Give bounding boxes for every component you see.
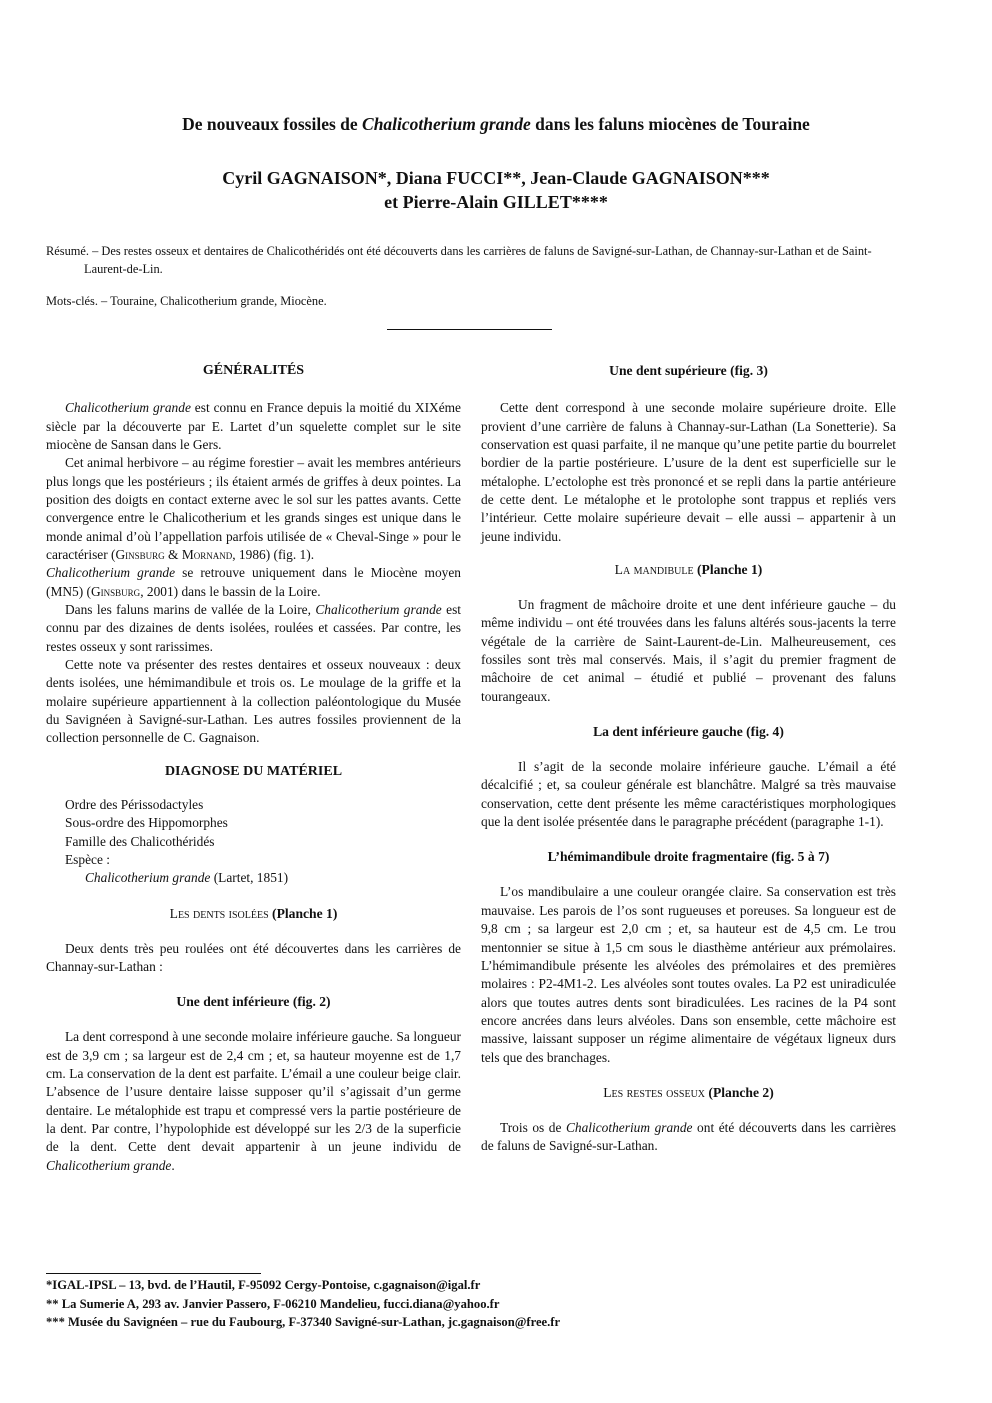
left-column <box>46 361 461 1175</box>
footnote-2: ** La Sumerie A, 293 av. Janvier Passero, F-06210 Mandelieu, fucci.diana@yahoo.fr <box>46 1296 500 1311</box>
paragraph: Deux dents très peu roulées ont été découvertes dans les carrières de Channay-sur-Lathan : <box>46 940 461 974</box>
paragraph: Un fragment de mâchoire droite et une dent inférieure gauche – du même individu – ont été trouvées dans les faluns altérés sous-jacents la terre végétale de la carrière de Saint-Laurent-de-Lin. Malheureusement, ces fossiles sont très mal conservés. Mais, il s’agit du premier fragment de mâchoire de cet animal – étudié et publié – provenant des faluns tourangeaux. <box>481 597 896 704</box>
paper-title: De nouveaux fossiles de Chalicotherium grande dans les faluns miocènes de Touraine <box>182 114 810 134</box>
heading-mandibule: La mandibule (Planche 1) <box>614 562 763 578</box>
paragraph: Chalicotherium grande se retrouve uniquement dans le Miocène moyen (MN5) (Ginsburg, 2001) dans le bassin de la Loire. <box>46 565 462 599</box>
taxonomy-order: Ordre des Périssodactyles <box>65 796 204 812</box>
heading-dent-inferieure: Une dent inférieure (fig. 2) <box>176 994 331 1010</box>
paragraph: Chalicotherium grande est connu en France depuis la moitié du XIXéme siècle par la découverte par E. Lartet d’un squelette complet sur le site miocène de Sansan dans le Gers. <box>46 400 462 452</box>
authors-line-1: Cyril GAGNAISON*, Diana FUCCI**, Jean-Claude GAGNAISON*** <box>222 168 770 188</box>
paragraph: Dans les faluns marins de vallée de la Loire, Chalicotherium grande est connu par des dizaines de dents isolées, roulées et cassées. Par contre, les restes osseux y sont rarissimes. <box>46 602 461 654</box>
keywords: Mots-clés. – Touraine, Chalicotherium grande, Miocène. <box>46 294 327 308</box>
authors-line-2: et Pierre-Alain GILLET**** <box>384 192 608 212</box>
taxonomy-family: Famille des Chalicothéridés <box>65 833 215 849</box>
paragraph: Trois os de Chalicotherium grande ont été découverts dans les carrières de faluns de Savigné-sur-Lathan. <box>481 1119 896 1154</box>
footnote-1: *IGAL-IPSL – 13, bvd. de l’Hautil, F-95092 Cergy-Pontoise, c.gagnaison@igal.fr <box>46 1278 481 1292</box>
footnote-3: *** Musée du Savignéen – rue du Faubourg, F-37340 Savigné-sur-Lathan, jc.gagnaison@free.fr <box>46 1315 561 1330</box>
footnote-rule <box>46 1273 261 1274</box>
heading-generalites: GÉNÉRALITÉS <box>202 363 305 378</box>
authors <box>0 166 992 214</box>
paragraph: L’os mandibulaire a une couleur orangée claire. Sa conservation est très mauvaise. Les parois de l’os sont rugueuses et poreuses. Sa longueur est de 9,8 cm ; sa largeur est 2,0 cm ; et, sa hauteur est de 4,5 cm. Le trou mentonnier se situe à 1,5 cm sous le diasthème antérieur aux prémolaires. L’hémimandibule présente les alvéoles des prémolaires et des premières molaires : P2-4M1-2. Les alvéoles sont toutes ovales. La P2 est uniradiculée alors que toutes autres dents sont biradiculées. Les racines de la P4 sont encore ancrées dans leurs alvéoles. Dans son ensemble, cette mâchoire est massive, laissant supposer un régime alimentaire de végétaux ligneux durs tels que des branchages. <box>481 884 896 1065</box>
abstract: Résumé. – Des restes osseux et dentaires de Chalicothéridés ont été découverts dans les carrières de faluns de Savigné-sur-Lathan, de Channay-sur-Lathan et de Saint-Laurent-de-Lin. <box>46 244 872 276</box>
paragraph: Cette dent correspond à une seconde molaire supérieure droite. Elle provient d’une carrière de faluns à Channay-sur-Lathan (La Sonetterie). Sa conservation est quasi parfaite, il ne manque qu’une petite partie du bourrelet bordier de la partie postérieure. L’usure de la dent est superficielle sur le métalophe. L’ectolophe est très prononcé et se repli dans la partie antérieure de cette dent. Le métalophe et le protolophe sont trappus et repliés vers l’intérieur. Cette molaire supérieure devait – elle aussi – appartenir à un jeune individu. <box>481 400 896 544</box>
right-column <box>481 361 896 1156</box>
heading-diagnose: DIAGNOSE DU MATÉRIEL <box>164 763 343 779</box>
heading-restes-osseux: Les restes osseux (Planche 2) <box>603 1084 774 1100</box>
taxonomy-suborder: Sous-ordre des Hippomorphes <box>65 815 228 831</box>
paragraph: Cet animal herbivore – au régime forestier – avait les membres antérieurs plus longs que les postérieurs ; ils étaient armés de griffes à deux pointes. La position des doigts en contact externe avec le sol sur les pattes avants. Cette convergence entre le Chalicotherium et les grands singes est unique dans le monde animal d’où l’appellation parfois utilisée de « Cheval-Singe » pour le caractériser (Ginsburg & Mornand, 1986) (fig. 1). <box>46 455 461 563</box>
paragraph: La dent correspond à une seconde molaire inférieure gauche. Sa longueur est de 3,9 cm ; sa largeur est de 2,4 cm ; et, sa hauteur moyenne est de 1,7 cm. La conservation de la dent est parfaite. L’émail a une couleur beige clair. L’absence de l’usure dentaire laisse supposer qu’il s’agissait d’un germe dentaire. Le métalophide est trapu et compressé vers la partie postérieure de la dent. Par contre, l’hypolophide est développé sur les 2/3 de la superficie de la dent. Cette dent devait appartenir à un jeune individu de Chalicotherium grande. <box>46 1029 461 1173</box>
paragraph: Il s’agit de la seconde molaire inférieure gauche. L’émail a été décalcifié ; et, sa couleur générale est blanchâtre. Malgré sa très mauvaise conservation, cette dent présente les même caractéristiques morphologiques que la dent isolée présentée dans le paragraphe précédent (paragraphe 1-1). <box>481 759 896 830</box>
taxonomy-species: Chalicotherium grande (Lartet, 1851) <box>85 870 289 886</box>
heading-dent-inferieure-gauche: La dent inférieure gauche (fig. 4) <box>593 724 784 740</box>
taxonomy-species-label: Espèce : <box>65 851 110 867</box>
footnotes <box>46 1276 946 1332</box>
paragraph: Cette note va présenter des restes dentaires et osseux nouveaux : deux dents isolées, une hémimandibule et trois os. Le moulage de la griffe et la molaire supérieure appartiennent à la collection paléontologique du Musée du Savignéen à Savigné-sur-Lathan. Les autres fossiles proviennent de la collection personnelle de C. Gagnaison. <box>46 657 461 746</box>
heading-dent-superieure: Une dent supérieure (fig. 3) <box>609 363 768 378</box>
heading-dents-isolees: Les dents isolées (Planche 1) <box>169 905 338 921</box>
separator-rule <box>387 329 552 330</box>
heading-hemimandibule: L’hémimandibule droite fragmentaire (fig. 5 à 7) <box>547 849 830 865</box>
